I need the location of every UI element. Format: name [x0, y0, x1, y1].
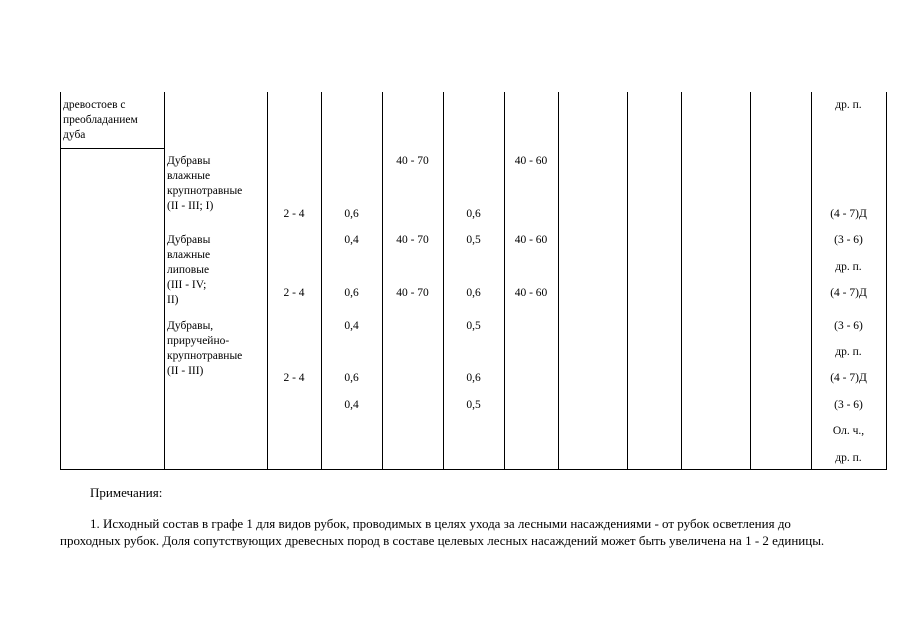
species-composition: др. п. [835, 261, 862, 273]
table-cell-value: 0,4 [344, 320, 359, 332]
table-col-divider [811, 92, 812, 470]
table-cell-text: дуба [63, 129, 86, 141]
stand-type-line: II) [167, 294, 179, 306]
species-composition: (3 - 6) [834, 399, 863, 411]
table-cell-value: 40 - 70 [396, 234, 429, 246]
table-col-divider [443, 92, 444, 470]
stand-type-line: липовые [167, 264, 210, 276]
table-cell-divider [60, 148, 164, 149]
table-cell-value: 2 - 4 [283, 372, 305, 384]
stand-type-line: крупнотравные [167, 185, 243, 197]
stand-type-line: влажные [167, 170, 211, 182]
table-cell-value: 40 - 60 [514, 155, 548, 167]
notes-paragraph: 1. Исходный состав в графе 1 для видов рубок, проводимых в целях ухода за лесными насаждениями - от рубок осветления до проходных рубок. Доля сопутствующих древесных пород в составе целевых лесных насаждений может быть увеличена на 1 - 2 единицы. [60, 516, 825, 548]
forest-care-table [60, 92, 887, 470]
stand-type-line: Дубравы [167, 155, 211, 167]
species-composition: Ол. ч., [832, 425, 865, 437]
species-composition: (3 - 6) [834, 234, 863, 246]
table-cell-text: древостоев с [63, 99, 126, 111]
table-col-divider [681, 92, 682, 470]
table-border-bottom [60, 469, 887, 470]
table-col-divider [164, 92, 165, 470]
table-cell-value: 0,6 [466, 208, 481, 220]
stand-type-line: (II - III; I) [167, 200, 214, 212]
species-composition: (3 - 6) [834, 320, 863, 332]
table-cell-value: 40 - 70 [396, 287, 429, 299]
table-cell-value: 2 - 4 [283, 208, 305, 220]
stand-type-line: Дубравы, [167, 320, 214, 332]
table-cell-value: 0,6 [466, 287, 481, 299]
stand-type-line: Дубравы [167, 234, 211, 246]
stand-type-line: крупнотравные [167, 350, 243, 362]
table-cell-value: 40 - 60 [514, 234, 548, 246]
table-cell-value: 0,4 [344, 234, 359, 246]
table-col-divider [382, 92, 383, 470]
table-cell-value: 0,6 [344, 287, 359, 299]
stand-type-line: (II - III) [167, 365, 204, 377]
table-border-right [886, 92, 887, 470]
species-composition: др. п. [835, 452, 862, 464]
species-composition: (4 - 7)Д [830, 208, 867, 220]
species-composition: (4 - 7)Д [830, 372, 867, 384]
table-cell-value: 40 - 60 [514, 287, 548, 299]
stand-type-line: (III - IV; [167, 279, 207, 291]
species-composition: (4 - 7)Д [830, 287, 867, 299]
table-col-divider [627, 92, 628, 470]
table-col-divider [267, 92, 268, 470]
table-col-divider [321, 92, 322, 470]
stand-type-line: влажные [167, 249, 211, 261]
table-cell-value: 0,6 [466, 372, 481, 384]
table-col-divider [558, 92, 559, 470]
table-cell-value: 0,5 [466, 399, 481, 411]
table-cell-value: 0,4 [344, 399, 359, 411]
table-col-divider [504, 92, 505, 470]
table-cell-value: 0,5 [466, 234, 481, 246]
table-cell-value: 40 - 70 [396, 155, 429, 167]
stand-type-line: приручейно- [167, 335, 230, 347]
species-composition: др. п. [835, 99, 862, 111]
table-cell-value: 0,6 [344, 372, 359, 384]
table-cell-value: 0,5 [466, 320, 481, 332]
notes-heading: Примечания: [90, 485, 163, 500]
table-cell-value: 0,6 [344, 208, 359, 220]
table-cell-value: 2 - 4 [283, 287, 305, 299]
table-col-divider [750, 92, 751, 470]
species-composition: др. п. [835, 346, 862, 358]
table-cell-text: преобладанием [63, 114, 138, 126]
